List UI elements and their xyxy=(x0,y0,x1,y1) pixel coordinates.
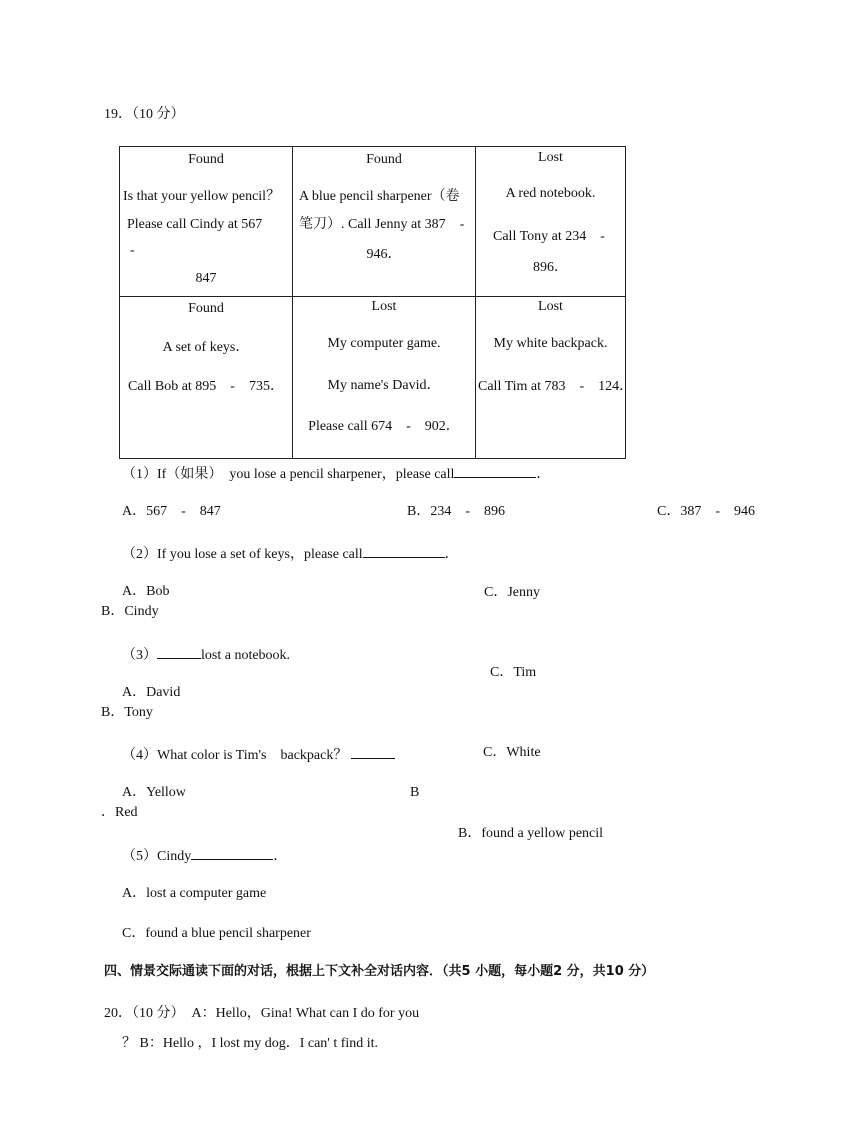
option-a[interactable]: A．Yellow xyxy=(122,785,186,800)
question-1-stem xyxy=(122,463,550,484)
cell-type: Found xyxy=(366,152,402,167)
table-row xyxy=(120,297,626,459)
option-a[interactable]: A．567 - 847 xyxy=(122,504,221,519)
cell-text: 896． xyxy=(533,260,568,275)
cell-text: Is that your yellow pencil？ xyxy=(123,189,281,204)
table-cell xyxy=(293,297,476,459)
option-b-text[interactable]: ．Red xyxy=(101,805,138,820)
option-a[interactable]: A．David xyxy=(122,685,181,700)
table-cell xyxy=(120,297,293,459)
option-c[interactable]: C．387 - 946 xyxy=(657,504,755,519)
question-20-line-2: ？ B：Hello ，I lost my dog．I can' t find it. xyxy=(122,1036,379,1051)
option-b-letter[interactable]: B xyxy=(410,785,420,800)
question-2-stem xyxy=(122,543,459,564)
cell-text: 946． xyxy=(366,247,402,262)
cell-text: Call Bob at 895 - 735． xyxy=(128,379,284,394)
option-a[interactable]: A．lost a computer game xyxy=(122,886,267,901)
question-3-stem xyxy=(122,644,290,665)
option-c[interactable]: C．Tim xyxy=(490,665,537,680)
stem-text: ． xyxy=(536,467,551,482)
cell-type: Lost xyxy=(538,150,563,165)
stem-text: （5）Cindy xyxy=(122,849,192,864)
answer-blank[interactable] xyxy=(351,744,395,759)
question-20-line-1: 20．（10 分） A：Hello，Gina! What can I do for you xyxy=(104,1006,420,1021)
option-c[interactable]: C．White xyxy=(483,745,541,760)
table-cell xyxy=(476,147,626,297)
option-b[interactable]: B．234 - 896 xyxy=(407,504,505,519)
stem-text: （3） xyxy=(122,648,157,663)
cell-text: 笔刀）. Call Jenny at 387 - xyxy=(299,217,465,232)
cell-text: 847 xyxy=(195,271,217,286)
stem-text: ． xyxy=(273,849,288,864)
stem-text: （1）If（如果） you lose a pencil sharpener，please call xyxy=(122,467,455,482)
cell-text: My white backpack. xyxy=(493,336,608,351)
option-b[interactable]: B．Tony xyxy=(101,705,153,720)
question-4-stem xyxy=(122,744,395,765)
option-c[interactable]: C．Jenny xyxy=(484,585,540,600)
stem-text: lost a notebook. xyxy=(201,648,291,663)
cell-text: Call Tony at 234 - xyxy=(493,229,605,244)
cell-text: Please call 674 - 902． xyxy=(308,419,460,434)
cell-type: Lost xyxy=(371,299,397,314)
table-cell xyxy=(293,147,476,297)
table-cell xyxy=(120,147,293,297)
cell-text: Call Tim at 783 - 124． xyxy=(478,379,634,394)
question-19-heading: 19．（10 分） xyxy=(104,107,185,122)
cell-text: A set of keys． xyxy=(162,340,250,355)
lost-found-table xyxy=(119,146,634,459)
option-c[interactable]: C．found a blue pencil sharpener xyxy=(122,926,311,941)
cell-text: A blue pencil sharpener（卷 xyxy=(299,189,460,204)
cell-text: My name's David． xyxy=(327,378,441,393)
option-b[interactable]: B．found a yellow pencil xyxy=(458,826,604,841)
answer-blank[interactable] xyxy=(157,644,201,659)
question-5-stem xyxy=(122,845,287,866)
cell-text: A red notebook. xyxy=(505,186,596,201)
table-row xyxy=(120,147,626,297)
option-b[interactable]: B．Cindy xyxy=(101,604,159,619)
answer-blank[interactable] xyxy=(191,845,273,860)
table-cell xyxy=(476,297,634,459)
cell-text: - xyxy=(130,243,135,258)
cell-text: My computer game. xyxy=(327,336,441,351)
stem-text: ． xyxy=(444,547,459,562)
answer-blank[interactable] xyxy=(454,463,536,478)
stem-text: （4）What color is Tim's backpack？ xyxy=(122,748,348,763)
cell-type: Found xyxy=(188,152,224,167)
cell-type: Found xyxy=(188,301,224,316)
cell-text: Please call Cindy at 567 xyxy=(127,217,263,232)
option-a[interactable]: A．Bob xyxy=(122,584,170,599)
answer-blank[interactable] xyxy=(363,543,445,558)
section-4-heading: 四、情景交际通读下面的对话，根据上下文补全对话内容．（共5 小题，每小题2 分，共10 分） xyxy=(104,964,655,979)
stem-text: （2）If you lose a set of keys，please call xyxy=(122,547,363,562)
cell-type: Lost xyxy=(538,299,563,314)
